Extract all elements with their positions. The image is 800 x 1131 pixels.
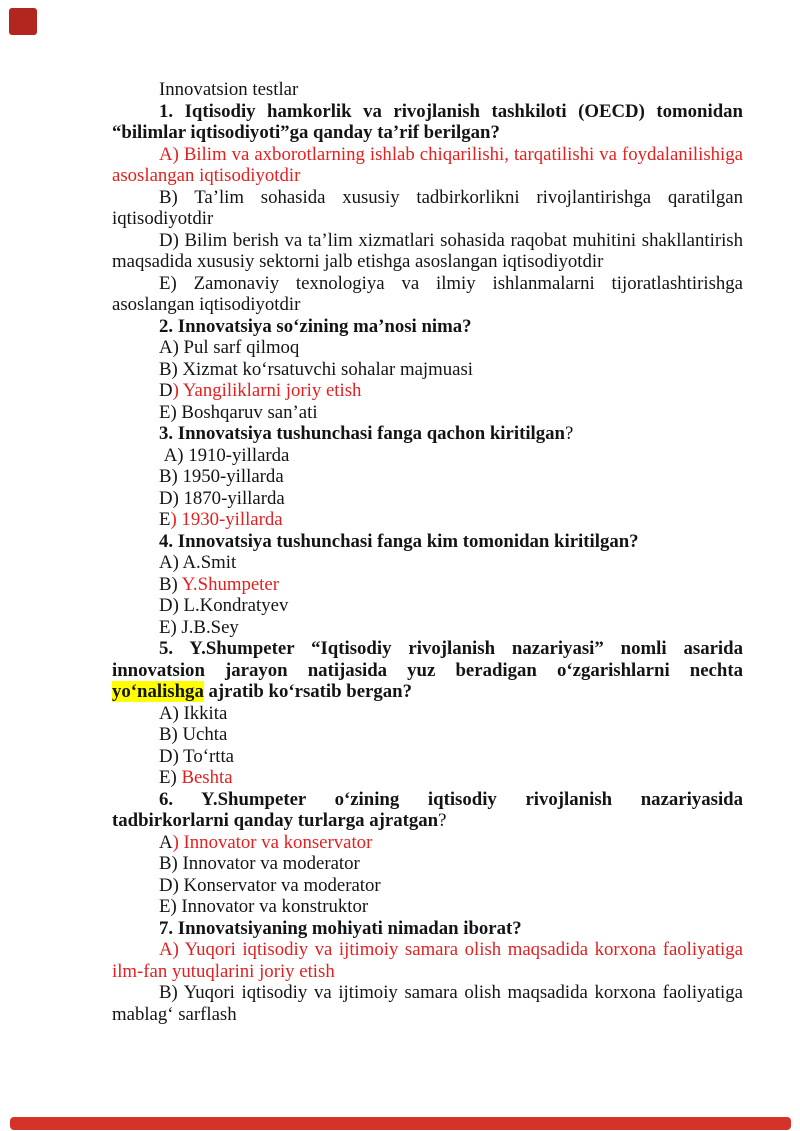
text-segment: A) Ikkita [159, 702, 228, 724]
q5-option-b [112, 724, 743, 746]
text-segment: ? [438, 810, 447, 831]
text-segment: E) Boshqaruv san’ati [159, 401, 318, 423]
q7-text [112, 918, 743, 940]
q2-option-e [112, 402, 743, 424]
q4-text [112, 531, 743, 553]
text-segment: B) Ta’lim sohasida xususiy tadbirkorlikni rivojlantirishga qaratilgan iqtisodiyotdir [112, 186, 743, 229]
q4-option-b [112, 574, 743, 596]
text-segment: E [159, 509, 171, 530]
text-segment: D) Konservator va moderator [159, 874, 381, 896]
text-segment: B) Yuqori iqtisodiy va ijtimoiy samara olish maqsadida korxona faoliyatiga mablag‘ sarflash [112, 982, 743, 1025]
text-segment: B) Innovator va moderator [159, 853, 360, 874]
q4-option-d [112, 595, 743, 617]
q3-text [112, 423, 743, 445]
text-segment: A) Pul sarf qilmoq [159, 337, 300, 358]
text-segment: ajratib ko‘rsatib bergan? [203, 681, 412, 702]
text-segment: Innovatsion testlar [159, 79, 299, 100]
q6-option-e [112, 896, 743, 918]
text-segment: 2. Innovatsiya so‘zining ma’nosi nima? [159, 315, 472, 337]
text-segment: D) L.Kondratyev [159, 595, 289, 616]
text-segment: 4. Innovatsiya tushunchasi fanga kim tomonidan kiritilgan? [159, 530, 639, 552]
q1-option-a [112, 144, 743, 187]
text-segment: A) Yuqori iqtisodiy va ijtimoiy samara olish maqsadida korxona faoliyatiga ilm-fan yutuqlarini joriy etish [112, 939, 743, 982]
q6-option-a [112, 832, 743, 854]
text-segment: B) Uchta [159, 724, 228, 745]
q5-option-a [112, 703, 743, 725]
text-segment: B) [159, 573, 182, 595]
q1-option-e [112, 273, 743, 316]
correct-answer-text: Beshta [181, 767, 233, 788]
text-segment: A) 1910-yillarda [159, 444, 290, 466]
text-segment: D [159, 380, 173, 401]
correct-answer-text: ) Innovator va konservator [172, 831, 373, 853]
q2-option-b [112, 359, 743, 381]
q3-option-e [112, 509, 743, 531]
q2-text [112, 316, 743, 338]
page-corner-marker [9, 8, 37, 35]
q6-option-b [112, 853, 743, 875]
q1-option-b [112, 187, 743, 230]
text-segment: A) Bilim va axborotlarning ishlab chiqarilishi, tarqatilishi va foydalanilishiga asoslangan iqtisodiyotdir [112, 143, 743, 186]
q6-text [112, 789, 743, 832]
q4-option-a [112, 552, 743, 574]
text-segment: A) A.Smit [159, 552, 237, 573]
q1-text [112, 101, 743, 144]
text-segment: D) 1870-yillarda [159, 487, 285, 509]
text-segment: ? [565, 423, 574, 444]
text-segment: E) Innovator va konstruktor [159, 896, 369, 917]
document-body [112, 79, 743, 1025]
q7-option-b [112, 982, 743, 1025]
text-segment: E) [159, 767, 182, 788]
q3-option-a [112, 445, 743, 467]
correct-answer-text: Y.Shumpeter [181, 573, 279, 595]
highlighted-text: yo‘nalishga [112, 681, 204, 702]
text-segment: B) Xizmat ko‘rsatuvchi sohalar majmuasi [159, 358, 473, 380]
text-segment: D) To‘rtta [159, 745, 235, 767]
q1-option-d [112, 230, 743, 273]
text-segment: 7. Innovatsiyaning mohiyati nimadan iborat? [159, 917, 522, 939]
q6-option-d [112, 875, 743, 897]
doc-title [112, 79, 743, 101]
text-segment: 6. Y.Shumpeter o‘zining iqtisodiy rivojlanish nazariyasida tadbirkorlarni qanday turlarga ajratgan [112, 788, 743, 831]
correct-answer-text: ) 1930-yillarda [170, 509, 283, 530]
q2-option-a [112, 337, 743, 359]
text-segment: D) Bilim berish va ta’lim xizmatlari sohasida raqobat muhitini shakllantirish maqsadida xususiy sektorni jalb etishga asoslangan iqtisodiyotdir [112, 229, 743, 272]
text-segment: 5. Y.Shumpeter “Iqtisodiy rivojlanish nazariyasi” nomli asarida innovatsion jarayon natijasida yuz beradigan o‘zgarishlarni nechta [112, 638, 743, 681]
q5-text [112, 638, 743, 703]
correct-answer-text: ) Yangiliklarni joriy etish [172, 380, 362, 401]
q5-option-d [112, 746, 743, 768]
text-segment: 3. Innovatsiya tushunchasi fanga qachon kiritilgan [159, 423, 565, 444]
text-segment: E) J.B.Sey [159, 616, 239, 638]
text-segment: E) Zamonaviy texnologiya va ilmiy ishlanmalarni tijoratlashtirishga asoslangan iqtisodiyotdir [112, 272, 743, 315]
q2-option-d [112, 380, 743, 402]
text-segment: B) 1950-yillarda [159, 466, 284, 487]
q7-option-a [112, 939, 743, 982]
q3-option-d [112, 488, 743, 510]
page-bottom-bar [10, 1117, 791, 1130]
q3-option-b [112, 466, 743, 488]
text-segment: A [159, 831, 173, 853]
q4-option-e [112, 617, 743, 639]
text-segment: 1. Iqtisodiy hamkorlik va rivojlanish tashkiloti (OECD) tomonidan “bilimlar iqtisodiyoti”ga qanday ta’rif berilgan? [112, 100, 743, 143]
q5-option-e [112, 767, 743, 789]
